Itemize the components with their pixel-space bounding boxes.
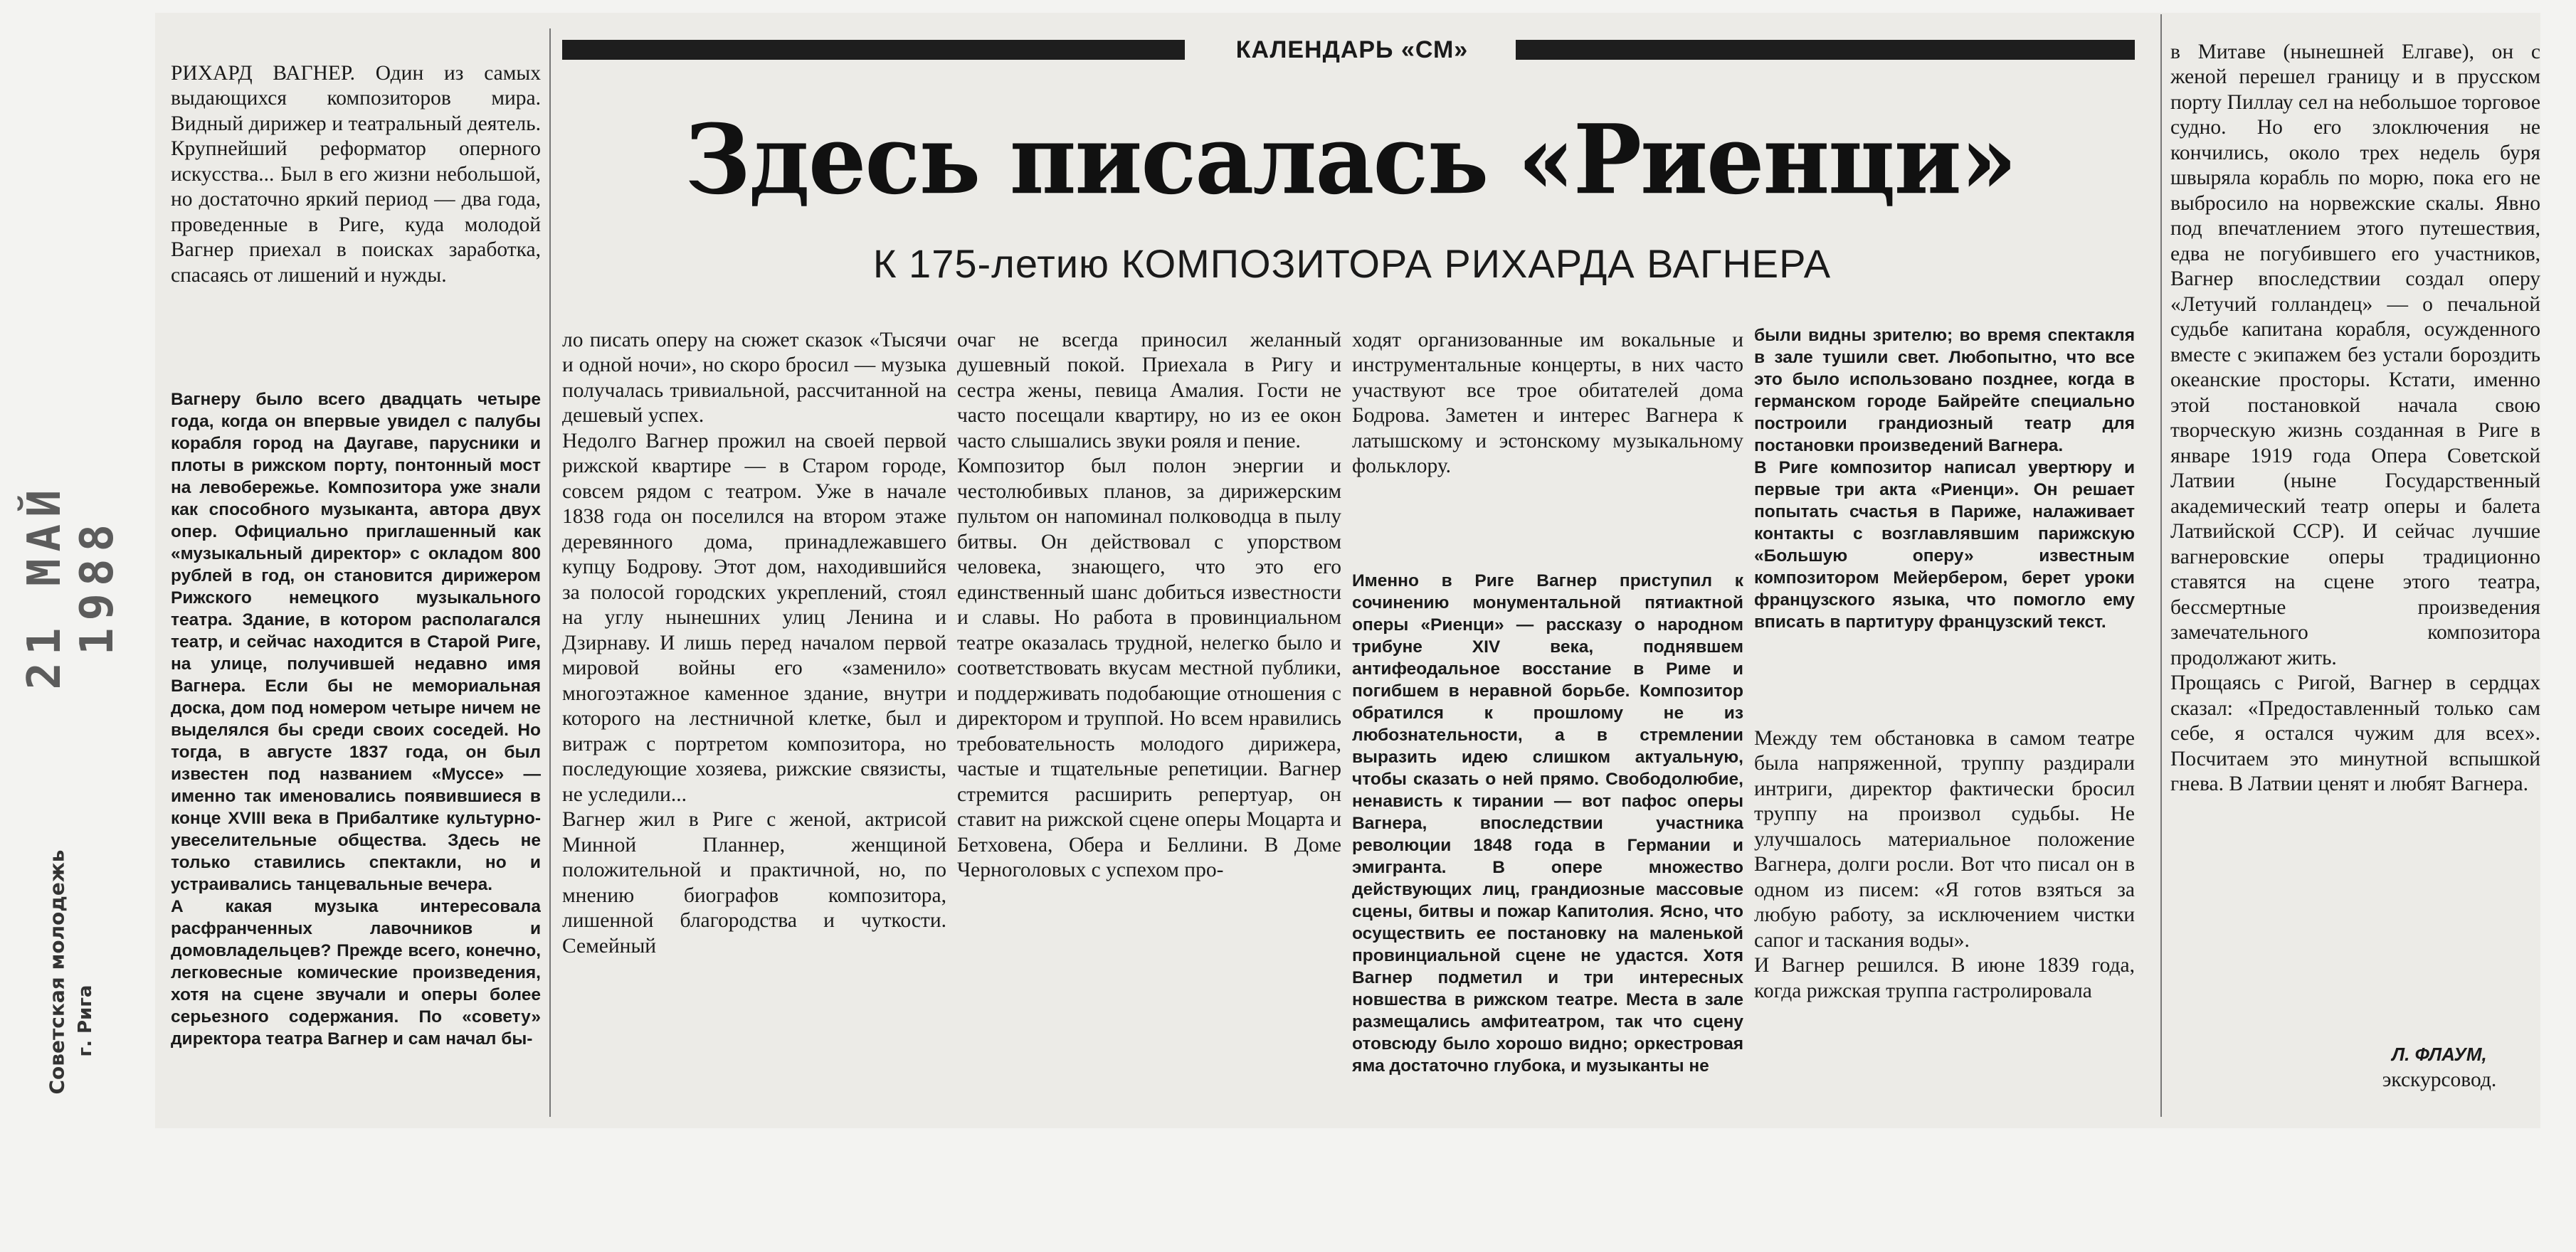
- column-6: [2170, 14, 2540, 1031]
- stamp-date: 21 МАЙ 1988: [19, 482, 124, 690]
- subheadline: К 175-летию КОМПОЗИТОРА РИХАРДА ВАГНЕРА: [872, 241, 1832, 286]
- intro-text: РИХАРД ВАГНЕР. Один из самых выдающихся композиторов мира. Видный дирижер и театральный деятель. Крупнейший реформатор оперного искусства... Был в его жизни небольшой, но достаточно яркий период — два года, проведенные в Риге, куда молодой Вагнер приехал в поисках заработка, спасаясь от лишений и нужды.: [171, 61, 541, 287]
- column-5-bottom: [1754, 701, 2135, 1120]
- author-signature: [2368, 1041, 2511, 1093]
- column-4-top-text: ходят организованные им вокальные и инструментальные концерты, в них часто участвуют все трое обитателей дома Бодрова. Заметен и интерес Вагнера к латышскому и эстонскому музыкальному фольклору.: [1352, 328, 1743, 477]
- column-divider: [549, 28, 551, 1117]
- headline: Здесь писалась «Риенци»: [685, 104, 2016, 216]
- stamp-source-name: Советская молодежь: [45, 849, 69, 1095]
- author-role: экскурсовод.: [2382, 1068, 2497, 1091]
- column-2: [562, 302, 946, 1120]
- column-4-top: [1352, 302, 1743, 548]
- column-5-top-text: были видны зрителю; во время спектакля в зале тушили свет. Любопытно, что все это было использовано позднее, когда в германском городе Байрейте специально построили грандиозный театр для постановки произведений Вагнера. В Риге композитор написал увертюру и первые три акта «Риенци». Он решает попытать счастья в Париже, налаживает контакты с возглавлявшим парижскую «Большую оперу» известным композитором Мейербером, берет уроки французского языка, что помогло ему вписать в партитуру французский текст.: [1754, 326, 2135, 632]
- rubric-banner: [562, 36, 2135, 64]
- column-4-bottom: [1352, 548, 1743, 1120]
- column-5-bottom-text: Между тем обстановка в самом театре была напряженной, труппу раздирали интриги, директор фактически бросил труппу на произвол судьбы. Не улучшалось материальное положение Вагнера, долги росли. Вот что писал он в одном из писем: «Я готов взяться за любую работу, за исключением чистки сапог и таскания воды». И Вагнер решился. В июне 1839 года, когда рижская труппа гастролировала: [1754, 726, 2135, 1002]
- column-2-text: ло писать оперу на сюжет сказок «Тысячи и одной ночи», но скоро бросил — музыка получалась тривиальной, рассчитанной на дешевый успех. Недолго Вагнер прожил на своей первой рижской квартире — в Старом городе, совсем рядом с театром. Уже в начале 1838 года он поселился на втором этаже деревянного дома, принадлежавшего купцу Бодрову. Этот дом, находившийся за полосой городских укреплений, стоял на углу нынешних улиц Ленина и Дзирнаву. И лишь перед началом первой мировой войны его «заменило» многоэтажное каменное здание, внутри которого на лестничной клетке, был и витраж с портретом композитора, но последующие хозяева, рижские связисты, не уследили... Вагнер жил в Риге с женой, актрисой Минной Планнер, женщиной положительной и практичной, но, по мнению биографов композитора, лишенной благородства и чуткости. Семейный: [562, 328, 946, 957]
- column-6-text: в Митаве (нынешней Елгаве), он с женой перешел границу и в прусском порту Пиллау сел на небольшое торговое судно. Но его злоключения не кончились, около трех недель буря швыряла корабль по морю, пока его не выбросило на норвежские скалы. Явно под впечатлением этого путешествия, едва не погубившего его участников, Вагнер впоследствии создал оперу «Летучий голландец» — о печальной судьбе капитана корабля, осужденного вместе с экипажем без устали бороздить океанские просторы. Кстати, именно этой постановкой начала свою творческую жизнь созданная в Риге в январе 1919 года Опера Советской Латвии (ныне Государственный академический театр оперы и балета Латвийской ССР). И сейчас лучшие вагнеровские оперы традиционно ставятся на сцене этого театра, бессмертные произведения замечательного композитора продолжают жить. Прощаясь с Ригой, Вагнер в сердцах сказал: «Предоставленный только сам себе, я остался чужим для всех». Посчитаем это минутной вспышкой гнева. В Латвии ценят и любят Вагнера.: [2170, 40, 2540, 795]
- column-5-top: [1754, 302, 2135, 701]
- column-1-text: Вагнеру было всего двадцать четыре года, когда он впервые увидел с палубы корабля город на Даугаве, парусники и плоты в рижском порту, понтонный мост на левобережье. Композитора уже знали как способного музыканта, автора двух опер. Официально приглашенный как «музыкальный директор» с окладом 800 рублей в год, он становится дирижером Рижского немецкого музыкального театра. Здание, в котором располагался театр, и сейчас находится в Старой Риге, на улице, получившей недавно имя Вагнера. Если бы не мемориальная доска, дом под номером четыре ничем не выделялся бы среди своих соседей. Но тогда, в августе 1837 года, он был известен под названием «Муссе» — именно так именовались появившиеся в конце XVIII века в Прибалтике культурно-увеселительные общества. Здесь не только ставились спектакли, но и устраивались танцевальные вечера. А какая музыка интересовала расфранченных лавочников и домовладельцев? Прежде всего, конечно, легковесные комические произведения, хотя на сцене звучали и оперы более серьезного содержания. По «совету» директора театра Вагнер и сам начал бы-: [171, 390, 541, 1049]
- intro-paragraph: [171, 36, 541, 370]
- column-3: [957, 302, 1341, 1120]
- archive-stamp: [7, 398, 124, 1252]
- rubric-bar-right: [1516, 40, 2135, 60]
- column-4-bottom-text: Именно в Риге Вагнер приступил к сочинению монументальной пятиактной оперы «Риенци» — рассказу о народном трибуне XIV века, поднявшем антифеодальное восстание в Риме и погибшем в неравной борьбе. Композитор обратился к прошлому не из любознательности, а в стремлении выразить идею слишком актуальную, чтобы сказать о ней прямо. Свободолюбие, ненависть к тирании — вот пафос оперы Вагнера, впоследствии участника революции 1848 года в Германии и эмигранта. В опере множество действующих лиц, грандиозные массовые сцены, битвы и пожар Капитолия. Ясно, что осуществить ее постановку на маленькой провинциальной сцене не удастся. Хотя Вагнер подметил и три интересных новшества в рижском театре. Места в зале размещались амфитеатром, так что сцену отовсюду было хорошо видно; оркестровая яма достаточно глубока, и музыканты не: [1352, 571, 1743, 1076]
- stamp-city: г. Рига: [75, 985, 96, 1057]
- column-3-text: очаг не всегда приносил желанный душевный покой. Приехала в Ригу и сестра жены, певица Амалия. Гости не часто посещали квартиру, но из ее окон часто слышались звуки рояля и пение. Композитор был полон энергии и честолюбивых планов, за дирижерским пультом он напоминал полководца в пылу битвы. Он действовал с упорством человека, знающего, что это его единственный шанс добиться известности и славы. Но работа в провинциальном театре оказалась трудной, нелегко было и соответствовать вкусам местной публики, и поддерживать подобающие отношения с директором и труппой. Но всем нравились требовательность молодого дирижера, частые и тщательные репетиции. Вагнер стремится расширить репертуар, он ставит на рижской сцене оперы Моцарта и Бетховена, Обера и Беллини. В Доме Черноголовых с успехом про-: [957, 328, 1341, 881]
- column-divider-right: [2160, 14, 2162, 1117]
- column-1: [171, 366, 541, 1120]
- author-name: Л. ФЛАУМ,: [2392, 1044, 2487, 1065]
- stamp-city-wrap: [64, 967, 107, 1081]
- rubric-bar-left: [562, 40, 1185, 60]
- rubric-label: КАЛЕНДАРЬ «СМ»: [1235, 36, 1469, 63]
